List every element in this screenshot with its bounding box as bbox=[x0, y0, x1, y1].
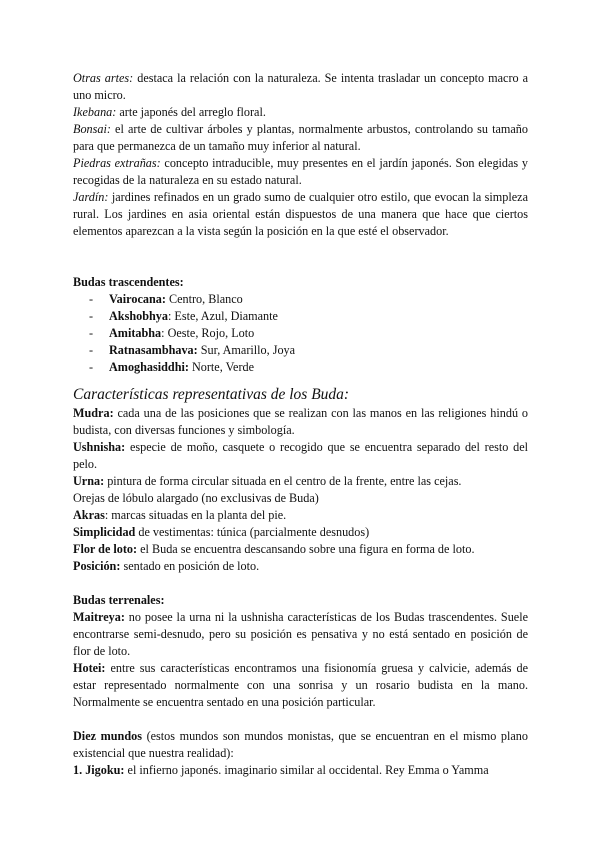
characteristic-text: Orejas de lóbulo alargado (no exclusivas de Buda) bbox=[73, 491, 319, 505]
art-term: Bonsai: bbox=[73, 122, 111, 136]
characteristic-text: cada una de las posiciones que se realizan con las manos en las religiones hindú o budista, con diversas funciones y simbología. bbox=[73, 406, 528, 437]
list-item bbox=[73, 342, 528, 359]
art-text: concepto intraducible, muy presentes en el jardín japonés. Son elegidas y recogidas de la naturaleza en su estado natural. bbox=[73, 156, 528, 187]
worlds-intro-paragraph bbox=[73, 728, 528, 762]
art-paragraph bbox=[73, 121, 528, 155]
page-content bbox=[73, 70, 528, 779]
buddha-desc: Sur, Amarillo, Joya bbox=[197, 343, 296, 357]
arts-section bbox=[73, 70, 528, 240]
list-item bbox=[73, 359, 528, 376]
spacer bbox=[73, 376, 528, 385]
art-text: jardines refinados en un grado sumo de cualquier otro estilo, que evocan la simpleza rural. Los jardines en asia oriental están dispuestos de una manera que hace que ciertos elementos aparezcan a la vista según la posición en la que esté el observador. bbox=[73, 190, 528, 238]
terrestrial-term: Hotei: bbox=[73, 661, 106, 675]
characteristic-term: Flor de loto: bbox=[73, 542, 138, 556]
characteristic-text: sentado en posición de loto. bbox=[120, 559, 260, 573]
world-paragraph bbox=[73, 762, 528, 779]
buddha-desc: : Oeste, Rojo, Loto bbox=[161, 326, 255, 340]
art-term: Piedras extrañas: bbox=[73, 156, 161, 170]
terrestrial-text: entre sus características encontramos una fisionomía gruesa y calvicie, además de estar representado normalmente con una sonrisa y un rosario budista en la mano. Normalmente se encuentra sentado en una posición particular. bbox=[73, 661, 528, 709]
characteristic-paragraph bbox=[73, 541, 528, 558]
characteristic-paragraph bbox=[73, 490, 528, 507]
world-text: el infierno japonés. imaginario similar al occidental. Rey Emma o Yamma bbox=[124, 763, 489, 777]
characteristic-text: pintura de forma circular situada en el centro de la frente, entre las cejas. bbox=[104, 474, 462, 488]
terrestrial-term: Maitreya: bbox=[73, 610, 125, 624]
terrestrial-paragraph bbox=[73, 609, 528, 660]
art-text: destaca la relación con la naturaleza. Se intenta trasladar un concepto macro a uno micro. bbox=[73, 71, 529, 102]
characteristic-term: Akras bbox=[73, 508, 105, 522]
list-item bbox=[73, 325, 528, 342]
characteristic-term: Mudra: bbox=[73, 406, 114, 420]
buddha-name: Amitabha bbox=[109, 326, 162, 340]
list-item bbox=[73, 308, 528, 325]
art-text: arte japonés del arreglo floral. bbox=[116, 105, 266, 119]
characteristic-paragraph bbox=[73, 439, 528, 473]
characteristic-term: Simplicidad bbox=[73, 525, 136, 539]
spacer bbox=[73, 240, 528, 274]
characteristic-text: el Buda se encuentra descansando sobre una figura en forma de loto. bbox=[137, 542, 475, 556]
art-paragraph bbox=[73, 189, 528, 240]
ten-worlds-section bbox=[73, 728, 528, 779]
characteristic-paragraph bbox=[73, 473, 528, 490]
buddha-desc: Centro, Blanco bbox=[165, 292, 243, 306]
buddha-name: Akshobhya bbox=[109, 309, 168, 323]
spacer bbox=[73, 711, 528, 728]
art-term: Ikebana: bbox=[73, 105, 117, 119]
terrestrial-buddhas-section bbox=[73, 592, 528, 711]
characteristic-text: de vestimentas: túnica (parcialmente desnudos) bbox=[135, 525, 370, 539]
art-paragraph bbox=[73, 155, 528, 189]
terrestrial-paragraph bbox=[73, 660, 528, 711]
transcendent-heading: Budas trascendentes: bbox=[73, 275, 184, 289]
characteristic-term: Urna: bbox=[73, 474, 105, 488]
characteristic-text: : marcas situadas en la planta del pie. bbox=[104, 508, 287, 522]
buddha-desc: Norte, Verde bbox=[188, 360, 255, 374]
art-text: el arte de cultivar árboles y plantas, normalmente arbustos, controlando su tamaño para que permanezca de un tamaño muy inferior al natural. bbox=[73, 122, 528, 153]
characteristic-term: Posición: bbox=[73, 559, 121, 573]
buddha-desc: : Este, Azul, Diamante bbox=[167, 309, 278, 323]
buddha-name: Vairocana: bbox=[109, 292, 166, 306]
art-paragraph bbox=[73, 104, 528, 121]
art-paragraph bbox=[73, 70, 528, 104]
characteristic-paragraph bbox=[73, 507, 528, 524]
transcendent-buddhas-section bbox=[73, 274, 528, 376]
worlds-heading: Diez mundos bbox=[73, 729, 142, 743]
characteristics-heading: Características representativas de los Buda: bbox=[73, 386, 350, 403]
buddha-name: Ratnasambhava: bbox=[109, 343, 198, 357]
art-term: Jardín: bbox=[73, 190, 109, 204]
characteristic-text: especie de moño, casquete o recogido que se encuentra separado del resto del pelo. bbox=[73, 440, 528, 471]
terrestrial-text: no posee la urna ni la ushnisha características de los Budas trascendentes. Suele encontrarse semi-desnudo, pero su posición es pensativa y no está sentado en posición de flor de loto. bbox=[73, 610, 528, 658]
art-term: Otras artes: bbox=[73, 71, 134, 85]
transcendent-list bbox=[73, 291, 528, 376]
characteristic-paragraph bbox=[73, 558, 528, 575]
spacer bbox=[73, 575, 528, 592]
worlds-intro: (estos mundos son mundos monistas, que se encuentran en el mismo plano existencial que nuestra realidad): bbox=[73, 729, 528, 760]
terrestrial-heading: Budas terrenales: bbox=[73, 593, 165, 607]
world-term: 1. Jigoku: bbox=[73, 763, 125, 777]
characteristic-paragraph bbox=[73, 524, 528, 541]
characteristics-section bbox=[73, 385, 528, 575]
characteristic-paragraph bbox=[73, 405, 528, 439]
list-item bbox=[73, 291, 528, 308]
characteristic-term: Ushnisha: bbox=[73, 440, 126, 454]
buddha-name: Amoghasiddhi: bbox=[109, 360, 189, 374]
